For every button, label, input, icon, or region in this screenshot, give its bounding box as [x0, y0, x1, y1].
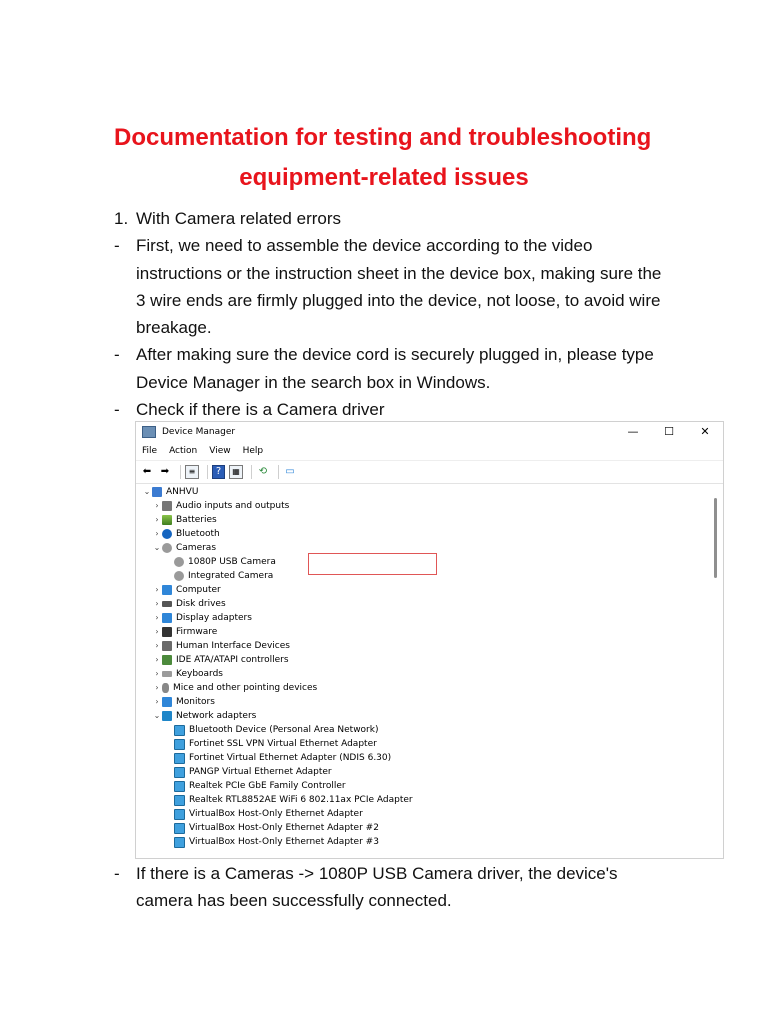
netd-device-icon: [174, 753, 185, 764]
toolbar-separator: [251, 465, 252, 479]
window-titlebar: [136, 422, 723, 442]
minimize-button[interactable]: —: [627, 425, 639, 438]
chevron-right-icon[interactable]: ›: [155, 585, 159, 594]
tree-label: Batteries: [176, 515, 217, 525]
bt-device-icon: [162, 529, 172, 539]
chevron-down-icon[interactable]: ⌄: [153, 711, 161, 720]
list-item-text: Check if there is a Camera driver: [136, 400, 385, 420]
update-driver-icon[interactable]: ⟲: [258, 466, 268, 477]
menu-view[interactable]: View: [209, 446, 231, 456]
netd-device-icon: [174, 767, 185, 778]
cam-device-icon: [174, 557, 184, 567]
tree-label: Computer: [176, 585, 221, 595]
tree-device[interactable]: [136, 807, 711, 821]
list-item-text: After making sure the device cord is securely plugged in, please type Device Manager in the search box in Windows.: [136, 345, 654, 392]
netd-device-icon: [174, 837, 185, 848]
tree-category[interactable]: [136, 527, 711, 541]
chevron-right-icon[interactable]: ›: [155, 697, 159, 706]
tree-category[interactable]: [136, 709, 711, 723]
toolbar: [136, 460, 723, 484]
tree-category[interactable]: [136, 625, 711, 639]
tree-label: Network adapters: [176, 711, 257, 721]
tree-category[interactable]: [136, 513, 711, 527]
netd-device-icon: [174, 725, 185, 736]
chevron-right-icon[interactable]: ›: [155, 655, 159, 664]
toolbar-separator: [207, 465, 208, 479]
kb-device-icon: [162, 671, 172, 677]
list-item: [114, 860, 674, 915]
tree-label: VirtualBox Host-Only Ethernet Adapter #2: [189, 823, 379, 833]
tree-device[interactable]: [136, 779, 711, 793]
tree-label: Disk drives: [176, 599, 226, 609]
bat-device-icon: [162, 515, 172, 525]
netd-device-icon: [174, 795, 185, 806]
fw-device-icon: [162, 627, 172, 637]
tree-category[interactable]: [136, 667, 711, 681]
list-item-text: If there is a Cameras -> 1080P USB Camera driver, the device's camera has been successfully connected.: [136, 864, 618, 911]
menu-action[interactable]: Action: [169, 446, 198, 456]
netd-device-icon: [174, 809, 185, 820]
list-marker: -: [114, 864, 120, 883]
chevron-right-icon[interactable]: ›: [155, 599, 159, 608]
tree-label: Mice and other pointing devices: [173, 683, 318, 693]
tree-category[interactable]: [136, 681, 711, 695]
audio-device-icon: [162, 501, 172, 511]
device-tree: [136, 485, 711, 858]
chevron-down-icon[interactable]: ⌄: [153, 543, 161, 552]
device-manager-screenshot: [135, 421, 724, 859]
tree-label: Fortinet Virtual Ethernet Adapter (NDIS 6.30): [189, 753, 392, 763]
tree-category[interactable]: [136, 597, 711, 611]
disp-device-icon: [162, 613, 172, 623]
toolbar-separator: [180, 465, 181, 479]
tree-root[interactable]: [136, 485, 711, 499]
computer-icon: [152, 487, 162, 497]
highlight-box: [308, 553, 437, 575]
tree-label: 1080P USB Camera: [188, 557, 276, 567]
list-marker: 1.: [114, 209, 129, 228]
tree-root-label: ANHVU: [166, 487, 199, 497]
list-item-text: First, we need to assemble the device according to the video instructions or the instruction sheet in the device box, making sure the 3 wire ends are firmly plugged into the device, not loose, to avoid wire breakage.: [136, 236, 662, 338]
tree-device[interactable]: [136, 793, 711, 807]
tree-device[interactable]: [136, 765, 711, 779]
tree-category[interactable]: [136, 639, 711, 653]
netd-device-icon: [174, 823, 185, 834]
disk-device-icon: [162, 601, 172, 607]
document-title: [0, 118, 768, 198]
title-line-1: Documentation for testing and troubleshooting: [114, 124, 652, 151]
tree-label: Realtek RTL8852AE WiFi 6 802.11ax PCIe Adapter: [189, 795, 413, 805]
mon-device-icon: [162, 697, 172, 707]
chevron-right-icon[interactable]: ›: [155, 641, 159, 650]
tree-category[interactable]: [136, 499, 711, 513]
cam-device-icon: [162, 543, 172, 553]
list-item-text: With Camera related errors: [136, 209, 342, 228]
tree-label: Display adapters: [176, 613, 252, 623]
tree-label: Cameras: [176, 543, 217, 553]
tree-category[interactable]: [136, 695, 711, 709]
back-arrow-icon[interactable]: ⬅: [142, 466, 152, 477]
tree-label: Fortinet SSL VPN Virtual Ethernet Adapter: [189, 739, 377, 749]
chevron-right-icon[interactable]: ›: [155, 529, 159, 538]
tree-device[interactable]: [136, 835, 711, 849]
list-item: [114, 341, 674, 396]
scrollbar[interactable]: [714, 498, 717, 578]
tree-label: Human Interface Devices: [176, 641, 290, 651]
help-icon[interactable]: ?: [212, 465, 225, 479]
tree-label: Audio inputs and outputs: [176, 501, 290, 511]
tree-device[interactable]: [136, 737, 711, 751]
tree-category[interactable]: [136, 653, 711, 667]
chevron-right-icon[interactable]: ›: [155, 683, 159, 692]
tree-label: Keyboards: [176, 669, 223, 679]
list-marker: -: [114, 236, 120, 256]
netd-device-icon: [174, 781, 185, 792]
chevron-down-icon[interactable]: ⌄: [143, 487, 151, 496]
toolbar-separator: [278, 465, 279, 479]
ide-device-icon: [162, 655, 172, 665]
tree-category[interactable]: [136, 583, 711, 597]
hid-device-icon: [162, 641, 172, 651]
chevron-right-icon[interactable]: ›: [155, 669, 159, 678]
properties-icon[interactable]: ≡: [185, 465, 199, 479]
tree-label: PANGP Virtual Ethernet Adapter: [189, 767, 332, 777]
tree-label: Integrated Camera: [188, 571, 274, 581]
chevron-right-icon[interactable]: ›: [155, 613, 159, 622]
tree-category[interactable]: [136, 611, 711, 625]
tree-device[interactable]: [136, 821, 711, 835]
menu-file[interactable]: File: [142, 446, 158, 456]
menu-help[interactable]: Help: [242, 446, 264, 456]
tree-device[interactable]: [136, 751, 711, 765]
scan-hardware-icon[interactable]: ▦: [229, 465, 243, 479]
monitor-icon[interactable]: ▭: [285, 466, 295, 477]
tree-label: VirtualBox Host-Only Ethernet Adapter: [189, 809, 363, 819]
window-title: Device Manager: [162, 427, 236, 437]
tree-label: Firmware: [176, 627, 218, 637]
tree-label: IDE ATA/ATAPI controllers: [176, 655, 289, 665]
list-item: [114, 232, 674, 341]
list-marker: -: [114, 400, 120, 420]
forward-arrow-icon[interactable]: ➡: [160, 466, 170, 477]
chevron-right-icon[interactable]: ›: [155, 515, 159, 524]
mouse-device-icon: [162, 683, 169, 693]
mon-device-icon: [162, 585, 172, 595]
list-item: [114, 396, 674, 423]
tree-label: VirtualBox Host-Only Ethernet Adapter #3: [189, 837, 379, 847]
instructions-list: [114, 205, 674, 423]
close-button[interactable]: ✕: [700, 425, 710, 438]
conclusion-text: [114, 860, 674, 915]
netd-device-icon: [174, 739, 185, 750]
chevron-right-icon[interactable]: ›: [155, 501, 159, 510]
tree-label: Monitors: [176, 697, 215, 707]
title-line-2: equipment-related issues: [239, 164, 529, 191]
tree-label: Bluetooth Device (Personal Area Network): [189, 725, 379, 735]
list-marker: -: [114, 345, 120, 365]
list-item: [114, 205, 674, 232]
device-manager-icon: [142, 426, 156, 438]
tree-label: Realtek PCIe GbE Family Controller: [189, 781, 346, 791]
net-device-icon: [162, 711, 172, 721]
cam-device-icon: [174, 571, 184, 581]
menu-bar: [136, 442, 723, 460]
tree-device[interactable]: [136, 723, 711, 737]
maximize-button[interactable]: ☐: [664, 425, 674, 438]
tree-label: Bluetooth: [176, 529, 220, 539]
chevron-right-icon[interactable]: ›: [155, 627, 159, 636]
